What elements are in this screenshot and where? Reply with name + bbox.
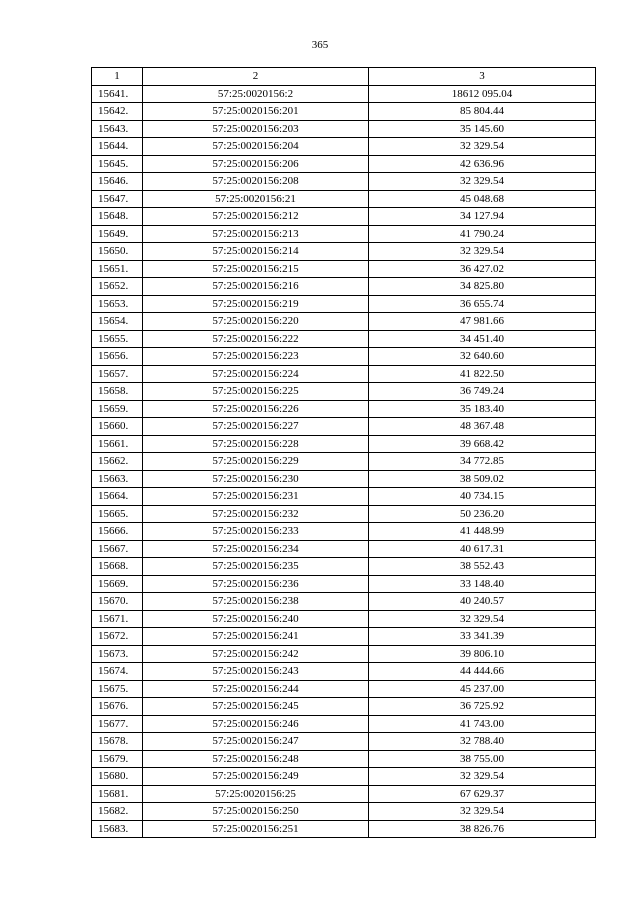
cadastral-number-cell: 57:25:0020156:222 bbox=[143, 330, 369, 348]
table-row bbox=[92, 820, 596, 838]
cadastral-value-cell: 41 743.00 bbox=[369, 715, 596, 733]
table-row bbox=[92, 173, 596, 191]
table-row bbox=[92, 750, 596, 768]
row-number-cell: 15679. bbox=[92, 750, 143, 768]
cadastral-value-cell: 33 341.39 bbox=[369, 628, 596, 646]
cadastral-number-cell: 57:25:0020156:215 bbox=[143, 260, 369, 278]
table-row bbox=[92, 330, 596, 348]
row-number-cell: 15652. bbox=[92, 278, 143, 296]
cadastral-value-cell: 38 826.76 bbox=[369, 820, 596, 838]
row-number-cell: 15655. bbox=[92, 330, 143, 348]
row-number-cell: 15668. bbox=[92, 558, 143, 576]
row-number-cell: 15663. bbox=[92, 470, 143, 488]
table-row bbox=[92, 575, 596, 593]
cadastral-value-cell: 36 749.24 bbox=[369, 383, 596, 401]
row-number-cell: 15674. bbox=[92, 663, 143, 681]
table-row bbox=[92, 155, 596, 173]
cadastral-number-cell: 57:25:0020156:227 bbox=[143, 418, 369, 436]
row-number-cell: 15641. bbox=[92, 85, 143, 103]
table-row bbox=[92, 453, 596, 471]
table-row bbox=[92, 208, 596, 226]
column-header-3: 3 bbox=[369, 68, 596, 86]
table-row bbox=[92, 610, 596, 628]
cadastral-number-cell: 57:25:0020156:243 bbox=[143, 663, 369, 681]
row-number-cell: 15656. bbox=[92, 348, 143, 366]
table-row bbox=[92, 120, 596, 138]
cadastral-value-cell: 39 668.42 bbox=[369, 435, 596, 453]
cadastral-number-cell: 57:25:0020156:235 bbox=[143, 558, 369, 576]
row-number-cell: 15680. bbox=[92, 768, 143, 786]
cadastral-value-cell: 47 981.66 bbox=[369, 313, 596, 331]
cadastral-value-cell: 44 444.66 bbox=[369, 663, 596, 681]
cadastral-value-cell: 45 237.00 bbox=[369, 680, 596, 698]
row-number-cell: 15659. bbox=[92, 400, 143, 418]
cadastral-value-cell: 40 617.31 bbox=[369, 540, 596, 558]
cadastral-number-cell: 57:25:0020156:208 bbox=[143, 173, 369, 191]
row-number-cell: 15647. bbox=[92, 190, 143, 208]
cadastral-value-cell: 32 329.54 bbox=[369, 138, 596, 156]
cadastral-number-cell: 57:25:0020156:238 bbox=[143, 593, 369, 611]
cadastral-value-cell: 36 655.74 bbox=[369, 295, 596, 313]
cadastral-value-cell: 85 804.44 bbox=[369, 103, 596, 121]
table-row bbox=[92, 470, 596, 488]
row-number-cell: 15658. bbox=[92, 383, 143, 401]
cadastral-value-cell: 32 329.54 bbox=[369, 768, 596, 786]
cadastral-number-cell: 57:25:0020156:203 bbox=[143, 120, 369, 138]
column-header-1: 1 bbox=[92, 68, 143, 86]
table-row bbox=[92, 295, 596, 313]
row-number-cell: 15650. bbox=[92, 243, 143, 261]
cadastral-number-cell: 57:25:0020156:226 bbox=[143, 400, 369, 418]
cadastral-number-cell: 57:25:0020156:219 bbox=[143, 295, 369, 313]
cadastral-number-cell: 57:25:0020156:213 bbox=[143, 225, 369, 243]
cadastral-number-cell: 57:25:0020156:230 bbox=[143, 470, 369, 488]
cadastral-number-cell: 57:25:0020156:25 bbox=[143, 785, 369, 803]
cadastral-number-cell: 57:25:0020156:234 bbox=[143, 540, 369, 558]
table-row bbox=[92, 680, 596, 698]
row-number-cell: 15667. bbox=[92, 540, 143, 558]
cadastral-number-cell: 57:25:0020156:220 bbox=[143, 313, 369, 331]
row-number-cell: 15653. bbox=[92, 295, 143, 313]
table-row bbox=[92, 400, 596, 418]
cadastral-value-cell: 50 236.20 bbox=[369, 505, 596, 523]
table-row bbox=[92, 243, 596, 261]
cadastral-number-cell: 57:25:0020156:204 bbox=[143, 138, 369, 156]
table-row bbox=[92, 278, 596, 296]
table-row bbox=[92, 698, 596, 716]
cadastral-value-cell: 34 772.85 bbox=[369, 453, 596, 471]
table-row bbox=[92, 103, 596, 121]
cadastral-number-cell: 57:25:0020156:212 bbox=[143, 208, 369, 226]
row-number-cell: 15645. bbox=[92, 155, 143, 173]
cadastral-value-cell: 40 240.57 bbox=[369, 593, 596, 611]
table-header-row bbox=[92, 68, 596, 86]
cadastral-number-cell: 57:25:0020156:21 bbox=[143, 190, 369, 208]
cadastral-number-cell: 57:25:0020156:228 bbox=[143, 435, 369, 453]
cadastral-value-cell: 32 329.54 bbox=[369, 173, 596, 191]
table-row bbox=[92, 138, 596, 156]
row-number-cell: 15664. bbox=[92, 488, 143, 506]
row-number-cell: 15666. bbox=[92, 523, 143, 541]
cadastral-value-cell: 32 640.60 bbox=[369, 348, 596, 366]
row-number-cell: 15662. bbox=[92, 453, 143, 471]
row-number-cell: 15681. bbox=[92, 785, 143, 803]
table-row bbox=[92, 715, 596, 733]
table-row bbox=[92, 225, 596, 243]
cadastral-value-cell: 34 451.40 bbox=[369, 330, 596, 348]
table-row bbox=[92, 803, 596, 821]
row-number-cell: 15643. bbox=[92, 120, 143, 138]
cadastral-value-cell: 32 329.54 bbox=[369, 610, 596, 628]
cadastral-value-cell: 42 636.96 bbox=[369, 155, 596, 173]
column-header-2: 2 bbox=[143, 68, 369, 86]
cadastral-number-cell: 57:25:0020156:245 bbox=[143, 698, 369, 716]
cadastral-number-cell: 57:25:0020156:236 bbox=[143, 575, 369, 593]
cadastral-number-cell: 57:25:0020156:247 bbox=[143, 733, 369, 751]
cadastral-number-cell: 57:25:0020156:229 bbox=[143, 453, 369, 471]
table-row bbox=[92, 505, 596, 523]
table-row bbox=[92, 523, 596, 541]
row-number-cell: 15683. bbox=[92, 820, 143, 838]
cadastral-number-cell: 57:25:0020156:206 bbox=[143, 155, 369, 173]
cadastral-value-cell: 38 755.00 bbox=[369, 750, 596, 768]
cadastral-number-cell: 57:25:0020156:224 bbox=[143, 365, 369, 383]
table-row bbox=[92, 628, 596, 646]
row-number-cell: 15665. bbox=[92, 505, 143, 523]
cadastral-number-cell: 57:25:0020156:250 bbox=[143, 803, 369, 821]
table-row bbox=[92, 365, 596, 383]
table-row bbox=[92, 313, 596, 331]
cadastral-value-cell: 67 629.37 bbox=[369, 785, 596, 803]
row-number-cell: 15654. bbox=[92, 313, 143, 331]
row-number-cell: 15657. bbox=[92, 365, 143, 383]
cadastral-number-cell: 57:25:0020156:225 bbox=[143, 383, 369, 401]
cadastral-value-cell: 41 790.24 bbox=[369, 225, 596, 243]
table-row bbox=[92, 383, 596, 401]
row-number-cell: 15660. bbox=[92, 418, 143, 436]
cadastral-number-cell: 57:25:0020156:241 bbox=[143, 628, 369, 646]
cadastral-number-cell: 57:25:0020156:223 bbox=[143, 348, 369, 366]
table-row bbox=[92, 663, 596, 681]
cadastral-value-cell: 48 367.48 bbox=[369, 418, 596, 436]
row-number-cell: 15678. bbox=[92, 733, 143, 751]
cadastral-number-cell: 57:25:0020156:248 bbox=[143, 750, 369, 768]
table-row bbox=[92, 558, 596, 576]
cadastral-number-cell: 57:25:0020156:233 bbox=[143, 523, 369, 541]
table-body bbox=[92, 85, 596, 838]
row-number-cell: 15642. bbox=[92, 103, 143, 121]
row-number-cell: 15649. bbox=[92, 225, 143, 243]
cadastral-value-cell: 34 825.80 bbox=[369, 278, 596, 296]
row-number-cell: 15670. bbox=[92, 593, 143, 611]
table-row bbox=[92, 645, 596, 663]
cadastral-number-cell: 57:25:0020156:2 bbox=[143, 85, 369, 103]
cadastral-number-cell: 57:25:0020156:249 bbox=[143, 768, 369, 786]
cadastral-number-cell: 57:25:0020156:244 bbox=[143, 680, 369, 698]
cadastral-value-cell: 36 427.02 bbox=[369, 260, 596, 278]
row-number-cell: 15677. bbox=[92, 715, 143, 733]
row-number-cell: 15671. bbox=[92, 610, 143, 628]
cadastral-number-cell: 57:25:0020156:242 bbox=[143, 645, 369, 663]
cadastral-value-cell: 18612 095.04 bbox=[369, 85, 596, 103]
cadastral-number-cell: 57:25:0020156:246 bbox=[143, 715, 369, 733]
row-number-cell: 15672. bbox=[92, 628, 143, 646]
table-row bbox=[92, 85, 596, 103]
table-row bbox=[92, 348, 596, 366]
row-number-cell: 15682. bbox=[92, 803, 143, 821]
row-number-cell: 15651. bbox=[92, 260, 143, 278]
cadastral-value-cell: 41 448.99 bbox=[369, 523, 596, 541]
cadastral-value-cell: 32 329.54 bbox=[369, 243, 596, 261]
cadastral-value-cell: 33 148.40 bbox=[369, 575, 596, 593]
page-number: 365 bbox=[311, 39, 329, 51]
table-row bbox=[92, 435, 596, 453]
cadastral-value-cell: 34 127.94 bbox=[369, 208, 596, 226]
table-row bbox=[92, 768, 596, 786]
cadastral-number-cell: 57:25:0020156:214 bbox=[143, 243, 369, 261]
cadastral-value-cell: 35 145.60 bbox=[369, 120, 596, 138]
row-number-cell: 15644. bbox=[92, 138, 143, 156]
row-number-cell: 15669. bbox=[92, 575, 143, 593]
cadastral-value-cell: 41 822.50 bbox=[369, 365, 596, 383]
table-row bbox=[92, 260, 596, 278]
table-row bbox=[92, 540, 596, 558]
cadastral-value-cell: 35 183.40 bbox=[369, 400, 596, 418]
row-number-cell: 15646. bbox=[92, 173, 143, 191]
row-number-cell: 15673. bbox=[92, 645, 143, 663]
cadastral-value-cell: 36 725.92 bbox=[369, 698, 596, 716]
cadastral-number-cell: 57:25:0020156:232 bbox=[143, 505, 369, 523]
row-number-cell: 15675. bbox=[92, 680, 143, 698]
cadastral-number-cell: 57:25:0020156:240 bbox=[143, 610, 369, 628]
cadastral-value-cell: 32 329.54 bbox=[369, 803, 596, 821]
cadastral-value-cell: 38 509.02 bbox=[369, 470, 596, 488]
cadastral-number-cell: 57:25:0020156:216 bbox=[143, 278, 369, 296]
cadastral-value-cell: 39 806.10 bbox=[369, 645, 596, 663]
table-row bbox=[92, 488, 596, 506]
row-number-cell: 15661. bbox=[92, 435, 143, 453]
table-row bbox=[92, 733, 596, 751]
cadastral-value-cell: 38 552.43 bbox=[369, 558, 596, 576]
cadastral-number-cell: 57:25:0020156:231 bbox=[143, 488, 369, 506]
cadastral-value-cell: 40 734.15 bbox=[369, 488, 596, 506]
table-row bbox=[92, 418, 596, 436]
cadastral-number-cell: 57:25:0020156:201 bbox=[143, 103, 369, 121]
cadastral-value-cell: 45 048.68 bbox=[369, 190, 596, 208]
table-row bbox=[92, 785, 596, 803]
table-row bbox=[92, 593, 596, 611]
table-row bbox=[92, 190, 596, 208]
cadastral-value-table bbox=[91, 67, 596, 838]
row-number-cell: 15676. bbox=[92, 698, 143, 716]
row-number-cell: 15648. bbox=[92, 208, 143, 226]
cadastral-value-cell: 32 788.40 bbox=[369, 733, 596, 751]
cadastral-number-cell: 57:25:0020156:251 bbox=[143, 820, 369, 838]
